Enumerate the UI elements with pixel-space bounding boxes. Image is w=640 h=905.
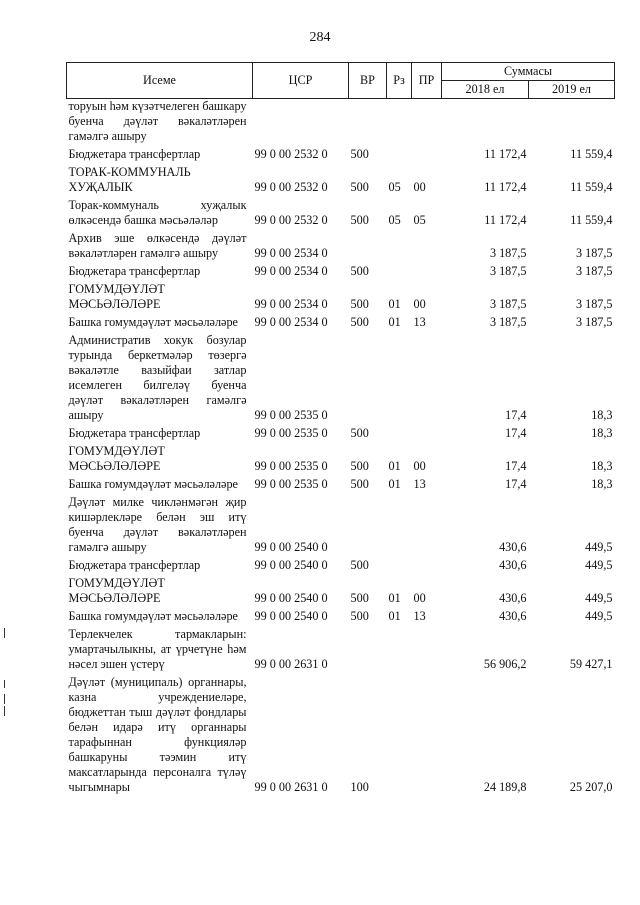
cell-2019: 11 559,4 [570, 213, 613, 227]
cell-csr: 99 0 00 2540 0 [254, 591, 328, 605]
cell-2019: 11 559,4 [570, 147, 613, 161]
margin-mark [4, 628, 5, 638]
cell-rz [387, 425, 412, 443]
cell-csr: 99 0 00 2535 0 [254, 459, 328, 473]
cell-csr: 99 0 00 2535 0 [254, 426, 328, 440]
cell-name: Бюджетара трансфертлар [68, 264, 201, 278]
header-name: Исеме [67, 63, 253, 99]
cell-name: Бюджетара трансфертлар [68, 426, 201, 440]
cell-2019: 3 187,5 [575, 297, 613, 311]
table-row [67, 99, 615, 147]
cell-csr: 99 0 00 2540 0 [254, 558, 328, 572]
cell-pr [412, 494, 442, 557]
cell-csr: 99 0 00 2540 0 [254, 609, 328, 623]
cell-2018: 17,4 [505, 477, 527, 491]
cell-pr: 13 [413, 315, 426, 329]
cell-rz: 01 [388, 477, 401, 491]
cell-name: Торак-коммуналь хуҗалык өлкәсендә башка мәсьәләләр [68, 198, 247, 227]
cell-rz [387, 494, 412, 557]
cell-pr [412, 332, 442, 425]
margin-mark [4, 694, 5, 704]
cell-name: Дәүләт (муниципаль) органнары, казна учреждениеләре, бюджеттан тыш дәүләт фондлары белән идарә итү органнары тарафыннан функцияләр башкаруны тәэмин итү максатларында персоналга түләү чыгымнары [68, 675, 247, 794]
table-row [67, 608, 615, 626]
cell-vr: 500 [350, 147, 369, 161]
cell-rz [387, 674, 412, 797]
cell-2019: 25 207,0 [569, 780, 613, 794]
cell-pr [412, 626, 442, 674]
cell-name: Терлекчелек тармакларын: умартачылыкны, ат үрчетүне һәм нәсел эшен үстерү [68, 627, 247, 671]
header-vr: ВР [349, 63, 387, 99]
cell-pr: 13 [413, 609, 426, 623]
cell-2018: 11 172,4 [484, 180, 527, 194]
cell-rz: 01 [388, 315, 401, 329]
cell-rz: 05 [388, 180, 401, 194]
cell-vr: 500 [350, 558, 369, 572]
table-row [67, 263, 615, 281]
table-row [67, 146, 615, 164]
cell-pr [412, 263, 442, 281]
cell-rz: 01 [388, 459, 401, 473]
cell-name: ТОРАК-КОММУНАЛЬ ХУҖАЛЫК [68, 165, 191, 194]
budget-table [66, 62, 615, 797]
cell-rz: 01 [388, 609, 401, 623]
table-header [67, 63, 615, 99]
table-row [67, 575, 615, 608]
cell-name: Дәүләт милке чикләнмәгән җир кишәрлекләре белән эш итү буенча дәүләт вәкаләтләрен гамәлгә ашыру [68, 495, 247, 554]
cell-2018: 430,6 [499, 558, 527, 572]
cell-pr [412, 230, 442, 263]
cell-2018: 17,4 [505, 459, 527, 473]
cell-pr [412, 557, 442, 575]
cell-2018: 430,6 [499, 591, 527, 605]
cell-vr: 500 [350, 477, 369, 491]
margin-mark [4, 706, 5, 716]
cell-vr [349, 99, 387, 147]
table-row [67, 425, 615, 443]
cell-vr: 500 [350, 459, 369, 473]
cell-csr: 99 0 00 2631 0 [254, 780, 328, 794]
table-row [67, 164, 615, 197]
cell-rz [387, 230, 412, 263]
cell-vr: 500 [350, 213, 369, 227]
cell-name: Башка гомумдәүләт мәсьәләләре [68, 315, 238, 329]
cell-2018: 56 906,2 [483, 657, 527, 671]
cell-vr: 500 [350, 264, 369, 278]
cell-csr: 99 0 00 2532 0 [254, 180, 328, 194]
cell-vr [349, 230, 387, 263]
cell-csr: 99 0 00 2534 0 [254, 264, 328, 278]
table-row [67, 674, 615, 797]
header-rz: Рз [387, 63, 412, 99]
cell-2018: 17,4 [505, 426, 527, 440]
cell-2018: 24 189,8 [483, 780, 527, 794]
cell-vr: 500 [350, 315, 369, 329]
cell-2018: 3 187,5 [489, 264, 527, 278]
cell-csr: 99 0 00 2534 0 [254, 297, 328, 311]
cell-rz: 01 [388, 297, 401, 311]
cell-rz [387, 99, 412, 147]
cell-vr: 500 [350, 180, 369, 194]
cell-name: Бюджетара трансфертлар [68, 147, 201, 161]
budget-table-container [66, 62, 614, 797]
cell-name: Башка гомумдәүләт мәсьәләләре [68, 477, 238, 491]
table-row [67, 494, 615, 557]
cell-name: Архив эше өлкәсендә дәүләт вәкаләтләрен гамәлгә ашыру [68, 231, 247, 260]
cell-vr: 100 [350, 780, 369, 794]
cell-2018: 3 187,5 [489, 246, 527, 260]
cell-2018 [442, 99, 529, 147]
cell-pr [412, 425, 442, 443]
header-year-2019: 2019 ел [529, 81, 615, 99]
cell-csr: 99 0 00 2532 0 [254, 213, 328, 227]
cell-2019: 3 187,5 [575, 264, 613, 278]
cell-pr: 00 [413, 180, 426, 194]
cell-2019: 59 427,1 [569, 657, 613, 671]
table-row [67, 332, 615, 425]
cell-csr: 99 0 00 2534 0 [254, 315, 328, 329]
cell-2019: 449,5 [585, 540, 613, 554]
cell-csr: 99 0 00 2540 0 [254, 540, 328, 554]
cell-csr: 99 0 00 2534 0 [254, 246, 328, 260]
cell-name: торуын һәм күзәтчелеген башкару буенча дәүләт вәкаләтләрен гамәлгә ашыру [68, 99, 247, 143]
cell-2019: 3 187,5 [575, 315, 613, 329]
cell-vr: 500 [350, 426, 369, 440]
cell-vr [349, 626, 387, 674]
cell-csr: 99 0 00 2532 0 [254, 147, 328, 161]
cell-pr: 00 [413, 459, 426, 473]
table-row [67, 281, 615, 314]
cell-2018: 11 172,4 [484, 213, 527, 227]
cell-2018: 17,4 [505, 408, 527, 422]
cell-2019: 449,5 [585, 558, 613, 572]
cell-2018: 430,6 [499, 609, 527, 623]
cell-rz [387, 263, 412, 281]
cell-rz [387, 626, 412, 674]
header-year-2018: 2018 ел [442, 81, 529, 99]
cell-name: Административ хокук бозулар турында беркетмәләр төзергә вәкаләтле вазыйфаи затлар исемлеген билгеләү буенча дәүләт вәкаләтләрен гамәлгә ашыру [68, 333, 247, 422]
header-csr: ЦСР [253, 63, 349, 99]
cell-csr: 99 0 00 2631 0 [254, 657, 328, 671]
cell-pr [412, 674, 442, 797]
table-body [67, 99, 615, 798]
cell-2019: 18,3 [591, 426, 613, 440]
cell-pr [412, 99, 442, 147]
cell-2019: 449,5 [585, 591, 613, 605]
cell-rz [387, 332, 412, 425]
cell-rz: 05 [388, 213, 401, 227]
cell-pr [412, 146, 442, 164]
cell-2019: 449,5 [585, 609, 613, 623]
cell-rz [387, 557, 412, 575]
cell-name: Бюджетара трансфертлар [68, 558, 201, 572]
table-row [67, 476, 615, 494]
cell-vr: 500 [350, 609, 369, 623]
page-number: 284 [309, 30, 331, 45]
cell-csr: 99 0 00 2535 0 [254, 408, 328, 422]
cell-2018: 3 187,5 [489, 297, 527, 311]
header-sums: Суммасы [442, 63, 615, 81]
cell-rz [387, 146, 412, 164]
cell-vr [349, 494, 387, 557]
table-row [67, 557, 615, 575]
cell-rz: 01 [388, 591, 401, 605]
cell-vr [349, 332, 387, 425]
cell-name: ГОМУМДӘҮЛӘТ МӘСЬӘЛӘЛӘРЕ [68, 282, 165, 311]
cell-2019: 3 187,5 [575, 246, 613, 260]
table-row [67, 443, 615, 476]
cell-2019: 18,3 [591, 459, 613, 473]
table-row [67, 626, 615, 674]
margin-mark [4, 680, 5, 688]
cell-2018: 11 172,4 [484, 147, 527, 161]
cell-2019: 18,3 [591, 408, 613, 422]
cell-vr: 500 [350, 591, 369, 605]
cell-vr: 500 [350, 297, 369, 311]
cell-pr: 13 [413, 477, 426, 491]
table-row [67, 197, 615, 230]
cell-csr: 99 0 00 2535 0 [254, 477, 328, 491]
table-row [67, 314, 615, 332]
cell-2019 [529, 99, 615, 147]
cell-2019: 18,3 [591, 477, 613, 491]
cell-2018: 3 187,5 [489, 315, 527, 329]
cell-name: Башка гомумдәүләт мәсьәләләре [68, 609, 238, 623]
header-pr: ПР [412, 63, 442, 99]
table-row [67, 230, 615, 263]
cell-pr: 00 [413, 297, 426, 311]
cell-2018: 430,6 [499, 540, 527, 554]
cell-pr: 05 [413, 213, 426, 227]
cell-csr [253, 99, 349, 147]
cell-name: ГОМУМДӘҮЛӘТ МӘСЬӘЛӘЛӘРЕ [68, 444, 165, 473]
cell-name: ГОМУМДӘҮЛӘТ МӘСЬӘЛӘЛӘРЕ [68, 576, 165, 605]
cell-2019: 11 559,4 [570, 180, 613, 194]
cell-pr: 00 [413, 591, 426, 605]
